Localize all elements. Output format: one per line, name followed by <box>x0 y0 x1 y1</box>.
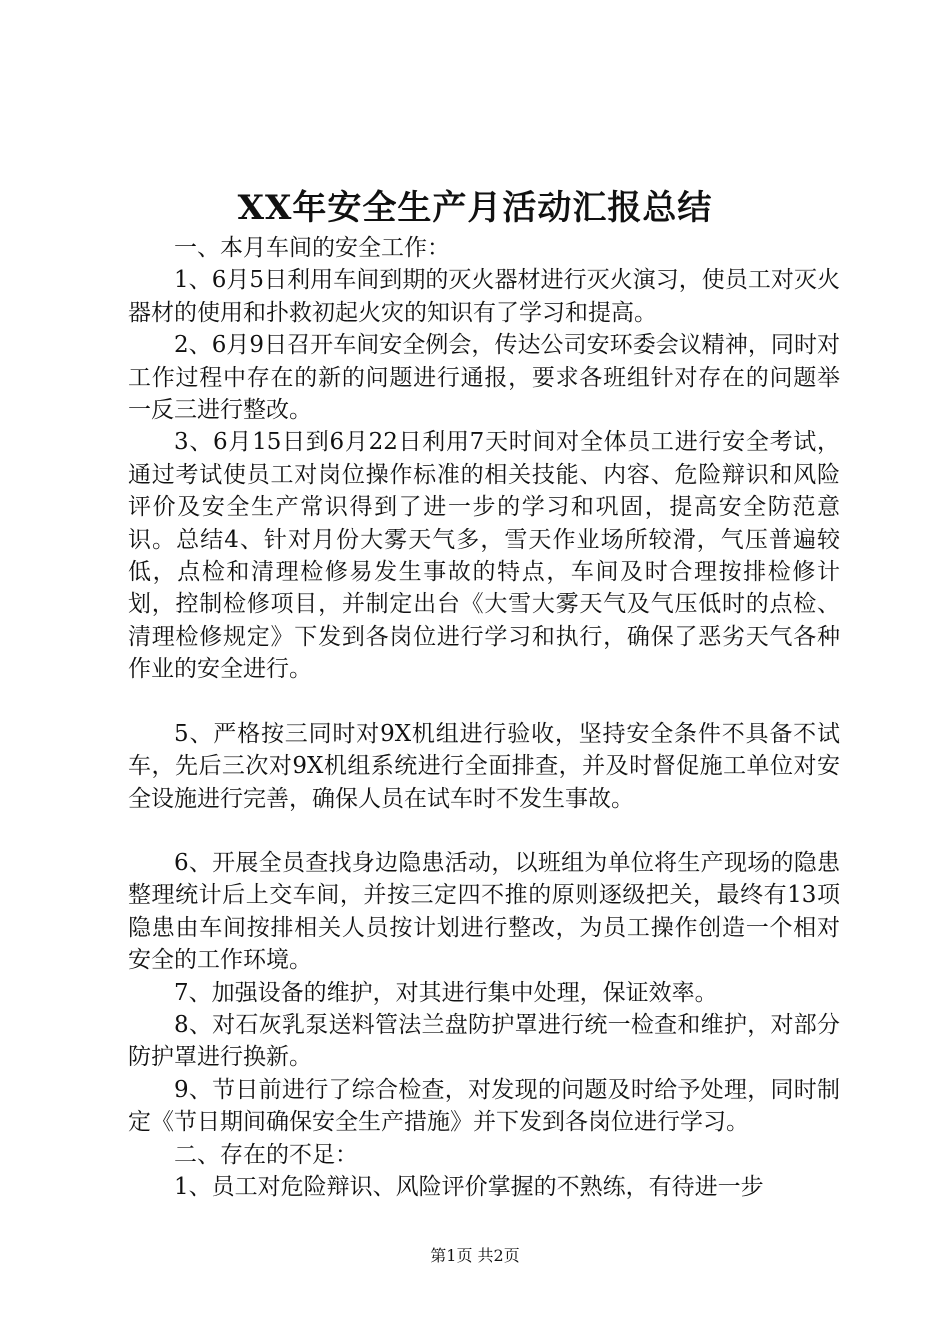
paragraph-item-3-4: 3、6月15日到6月22日利用7天时间对全体员工进行安全考试，通过考试使员工对岗位操作标准的相关技能、内容、危险辩识和风险评价及安全生产常识得到了进一步的学习和巩固，提高安全防范意识。总结4、针对月份大雾天气多，雪天作业场所较滑，气压普遍较低，点检和清理检修易发生事故的特点，车间及时合理按排检修计划，控制检修项目，并制定出台《大雪大雾天气及气压低时的点检、清理检修规定》下发到各岗位进行学习和执行，确保了恶劣天气各种作业的安全进行。 <box>128 429 840 683</box>
section-heading-1: 一、本月车间的安全工作： <box>174 235 450 261</box>
paragraph-item-7: 7、加强设备的维护，对其进行集中处理，保证效率。 <box>174 979 718 1006</box>
paragraph-gap <box>128 815 840 847</box>
paragraph-item-1: 1、6月5日利用车间到期的灭火器材进行灭火演习，使员工对灭火器材的使用和扑救初起火灾的知识有了学习和提高。 <box>128 267 840 326</box>
paragraph-item-8: 8、对石灰乳泵送料管法兰盘防护罩进行统一检查和维护，对部分防护罩进行换新。 <box>128 1011 840 1071</box>
paragraph-item-2: 2、6月9日召开车间安全例会，传达公司安环委会议精神，同时对工作过程中存在的新的问题进行通报，要求各班组针对存在的问题举一反三进行整改。 <box>128 332 840 424</box>
paragraph-item-6: 6、开展全员查找身边隐患活动，以班组为单位将生产现场的隐患整理统计后上交车间，并按三定四不推的原则逐级把关，最终有13项隐患由车间按排相关人员按计划进行整改，为员工操作创造一个相对安全的工作环境。 <box>128 849 840 974</box>
document-title: XX年安全生产月活动汇报总结 <box>237 188 713 228</box>
section-heading-2: 二、存在的不足： <box>174 1141 358 1168</box>
document-body <box>128 232 840 1203</box>
paragraph-shortcoming-1: 1、员工对危险辩识、风险评价掌握的不熟练，有待进一步 <box>174 1173 764 1200</box>
paragraph-item-5: 5、严格按三同时对9X机组进行验收，坚持安全条件不具备不试车，先后三次对9X机组系统进行全面排查，并及时督促施工单位对安全设施进行完善，确保人员在试车时不发生事故。 <box>128 720 840 812</box>
paragraph-gap <box>128 686 840 718</box>
paragraph-item-9: 9、节日前进行了综合检查，对发现的问题及时给予处理，同时制定《节日期间确保安全生产措施》并下发到各岗位进行学习。 <box>128 1076 840 1136</box>
page-footer: 第1页 共2页 <box>430 1246 520 1265</box>
